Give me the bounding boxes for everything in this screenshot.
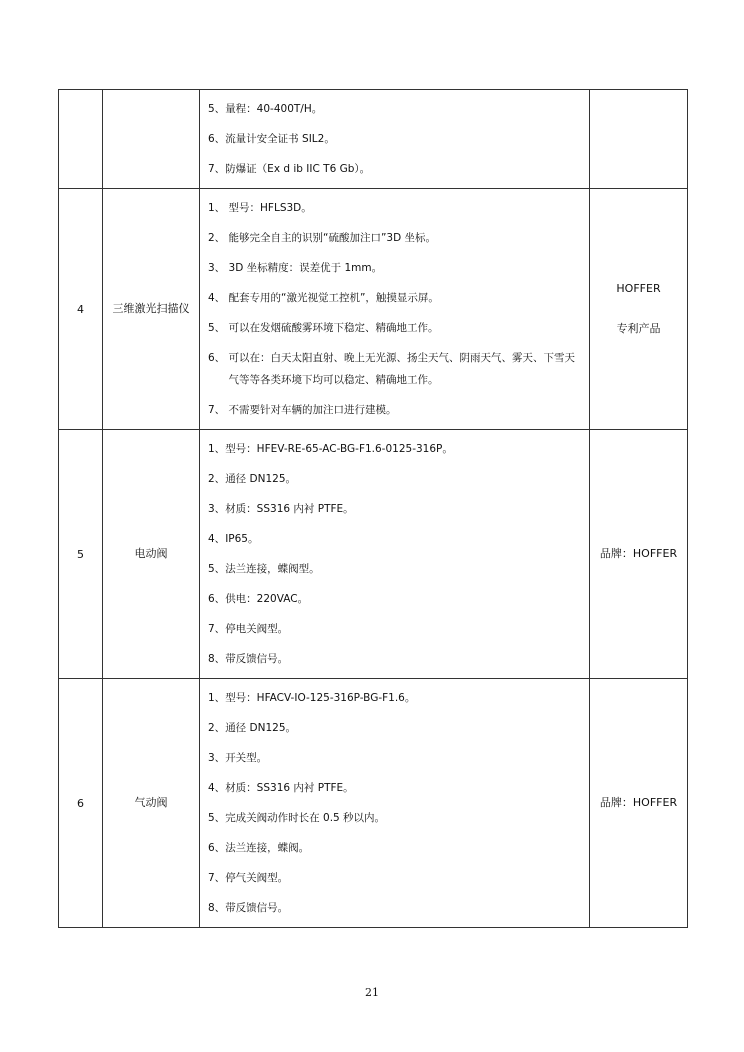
spec-line (208, 554, 579, 584)
spec-line-text: 通径 DN125。 (225, 473, 297, 485)
remark-line: 品牌：HOFFER (599, 547, 678, 560)
spec-line-text: 带反馈信号。 (225, 902, 289, 914)
spec-line (208, 94, 579, 124)
spec-line-text: 法兰连接，蝶阀型。 (225, 563, 320, 575)
spec-line-number: 1、 (208, 692, 226, 704)
spec-line (208, 193, 579, 223)
spec-line-text: 开关型。 (225, 752, 268, 764)
spec-line-number: 5、 (208, 812, 226, 824)
spec-line-number: 1、 (208, 202, 229, 214)
spec-line (208, 863, 579, 893)
item-name: 三维激光扫描仪 (103, 189, 200, 430)
item-name (103, 90, 200, 189)
spec-line-text: 带反馈信号。 (225, 653, 289, 665)
spec-line-text: 配套专用的“激光视觉工控机”，触摸显示屏。 (228, 292, 439, 304)
spec-line (208, 283, 579, 313)
remark-line: 品牌：HOFFER (599, 796, 678, 809)
spec-line-text: IP65。 (225, 533, 259, 545)
remark-line: 专利产品 (616, 322, 661, 335)
spec-line-number: 3、 (208, 262, 229, 274)
remark-line: HOFFER (616, 282, 661, 295)
spec-line-number: 6、 (208, 133, 226, 145)
spec-line-text: 材质：SS316 内衬 PTFE。 (225, 782, 354, 794)
spec-line (208, 683, 579, 713)
spec-line-text: 供电：220VAC。 (225, 593, 309, 605)
table-row (59, 430, 688, 679)
spec-line-text: 材质：SS316 内衬 PTFE。 (225, 503, 354, 515)
spec-line-text: 型号：HFEV-RE-65-AC-BG-F1.6-0125-316P。 (225, 443, 453, 455)
spec-line-number: 4、 (208, 292, 229, 304)
item-number: 4 (59, 189, 103, 430)
spec-line (208, 464, 579, 494)
item-remarks (590, 679, 688, 928)
item-specifications (200, 189, 590, 430)
spec-line-text: 完成关阀动作时长在 0.5 秒以内。 (225, 812, 386, 824)
spec-line (208, 713, 579, 743)
spec-line-number: 5、 (208, 103, 226, 115)
spec-line (208, 395, 579, 425)
item-remarks (590, 189, 688, 430)
item-name: 电动阀 (103, 430, 200, 679)
item-number (59, 90, 103, 189)
table-row (59, 189, 688, 430)
spec-line-number: 4、 (208, 533, 226, 545)
table-row (59, 90, 688, 189)
item-remarks (590, 430, 688, 679)
spec-line (208, 434, 579, 464)
item-specifications (200, 430, 590, 679)
spec-line-number: 1、 (208, 443, 226, 455)
spec-line (208, 644, 579, 674)
spec-line-text: 停气关阀型。 (225, 872, 289, 884)
spec-line (208, 584, 579, 614)
table-row (59, 679, 688, 928)
item-specifications (200, 90, 590, 189)
spec-line-number: 3、 (208, 503, 226, 515)
spec-line-number: 7、 (208, 163, 226, 175)
spec-line (208, 343, 579, 395)
spec-line (208, 124, 579, 154)
spec-line-number: 6、 (208, 352, 229, 364)
page-number: 21 (365, 986, 379, 999)
spec-line-number: 5、 (208, 322, 229, 334)
spec-line-number: 8、 (208, 653, 226, 665)
spec-line-number: 6、 (208, 593, 226, 605)
spec-line (208, 614, 579, 644)
spec-line-number: 4、 (208, 782, 226, 794)
item-remarks (590, 90, 688, 189)
spec-line (208, 223, 579, 253)
spec-line-text: 3D 坐标精度：误差优于 1mm。 (228, 262, 383, 274)
item-number: 6 (59, 679, 103, 928)
spec-line (208, 154, 579, 184)
spec-line-text: 型号：HFLS3D。 (228, 202, 312, 214)
spec-line-text: 能够完全自主的识别“硫酸加注口”3D 坐标。 (228, 232, 437, 244)
spec-line-text: 型号：HFACV-IO-125-316P-BG-F1.6。 (225, 692, 416, 704)
spec-line-text: 可以在：白天太阳直射、晚上无光源、扬尘天气、阴雨天气、雾天、下雪天气等等各类环境下均可以稳定、精确地工作。 (228, 352, 576, 386)
spec-line-number: 5、 (208, 563, 226, 575)
spec-line-number: 6、 (208, 842, 226, 854)
spec-line (208, 743, 579, 773)
spec-line-text: 可以在发烟硫酸雾环境下稳定、精确地工作。 (228, 322, 439, 334)
spec-line (208, 773, 579, 803)
item-number: 5 (59, 430, 103, 679)
spec-line (208, 524, 579, 554)
spec-line-text: 不需要针对车辆的加注口进行建模。 (228, 404, 397, 416)
spec-line-number: 2、 (208, 232, 229, 244)
spec-line (208, 833, 579, 863)
spec-line-number: 7、 (208, 872, 226, 884)
spec-line-number: 8、 (208, 902, 226, 914)
spec-line-text: 通径 DN125。 (225, 722, 297, 734)
spec-line-text: 法兰连接，蝶阀。 (225, 842, 310, 854)
spec-line (208, 893, 579, 923)
spec-line-text: 流量计安全证书 SIL2。 (225, 133, 335, 145)
spec-line-number: 7、 (208, 623, 226, 635)
spec-line-number: 2、 (208, 722, 226, 734)
spec-line-number: 3、 (208, 752, 226, 764)
spec-line-text: 停电关阀型。 (225, 623, 289, 635)
item-specifications (200, 679, 590, 928)
item-name: 气动阀 (103, 679, 200, 928)
spec-line (208, 253, 579, 283)
spec-line (208, 494, 579, 524)
spec-line (208, 803, 579, 833)
spec-line-number: 2、 (208, 473, 226, 485)
spec-table (58, 89, 688, 928)
spec-line (208, 313, 579, 343)
spec-line-number: 7、 (208, 404, 229, 416)
spec-line-text: 量程：40-400T/H。 (225, 103, 323, 115)
spec-line-text: 防爆证（Ex d ib IIC T6 Gb）。 (225, 163, 371, 175)
